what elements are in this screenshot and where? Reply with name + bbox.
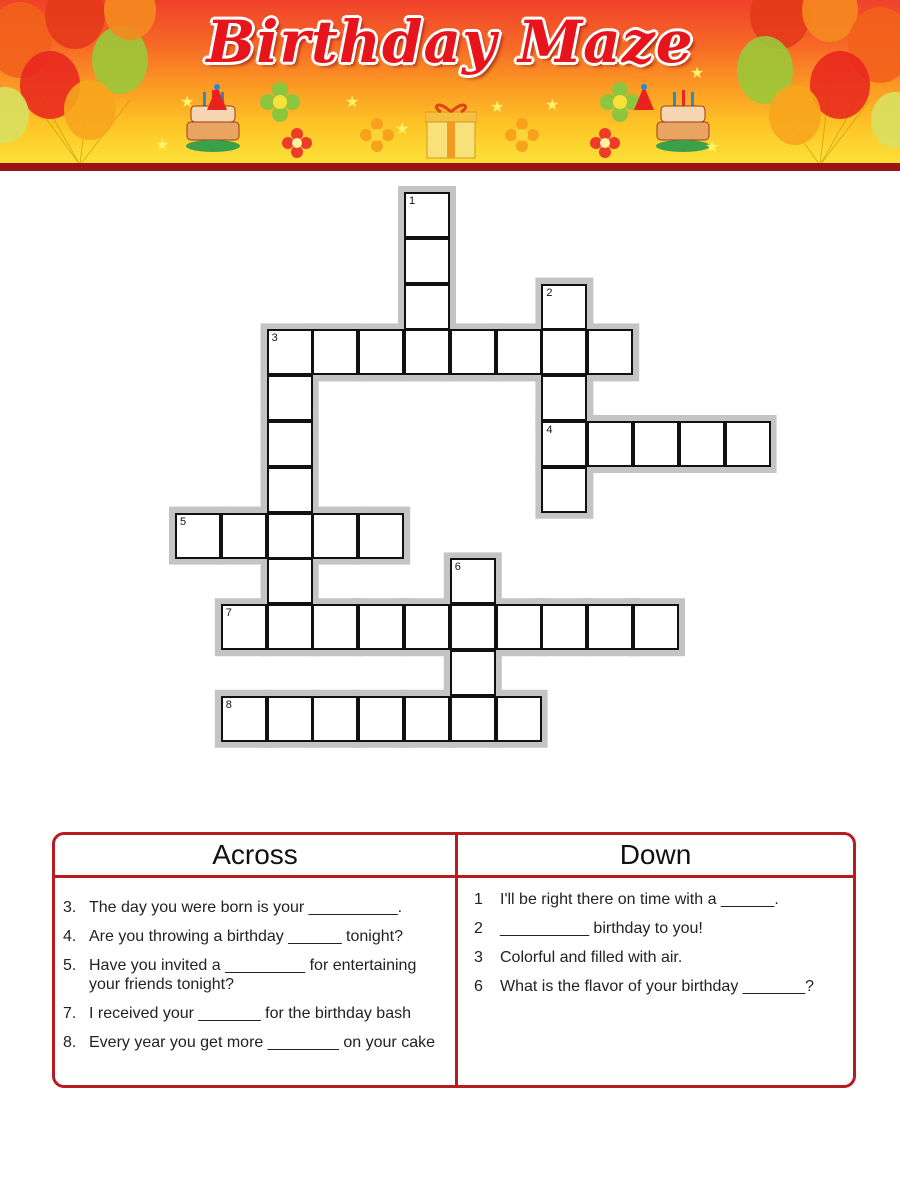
- across-column: [55, 835, 455, 1085]
- clue-item-number: 5.: [63, 957, 77, 974]
- crossword-cell[interactable]: [404, 192, 450, 238]
- crossword-cell[interactable]: [450, 604, 496, 650]
- star-icon: ★: [180, 94, 195, 111]
- clue-item-text: The day you were born is your __________.: [89, 899, 403, 916]
- star-icon: ★: [395, 121, 410, 138]
- crossword-cell[interactable]: [404, 284, 450, 330]
- clue-item-text: Colorful and filled with air.: [500, 949, 683, 966]
- crossword-cell[interactable]: [312, 696, 358, 742]
- clue-item-text: Are you throwing a birthday ______ tonight?: [89, 928, 403, 945]
- crossword-cell[interactable]: [358, 513, 404, 559]
- crossword-cell[interactable]: [221, 696, 267, 742]
- across-clue-list: [55, 878, 455, 1052]
- crossword-cell[interactable]: [541, 329, 587, 375]
- crossword-cell[interactable]: [541, 421, 587, 467]
- clue-item-number: 3.: [63, 899, 77, 916]
- cake-icon: [655, 88, 711, 154]
- crossword-cell[interactable]: [312, 329, 358, 375]
- gift-icon: [425, 100, 477, 160]
- crossword-cell[interactable]: [267, 696, 313, 742]
- clue-number: 2: [546, 286, 553, 299]
- clue-number: 6: [454, 561, 461, 574]
- crossword-cell[interactable]: [587, 421, 633, 467]
- crossword-cell[interactable]: [267, 558, 313, 604]
- clue-item-number: 2: [474, 920, 483, 937]
- crossword-cell[interactable]: [633, 421, 679, 467]
- star-icon: ★: [705, 139, 720, 156]
- crossword-cell[interactable]: [633, 604, 679, 650]
- crossword-cell[interactable]: [267, 375, 313, 421]
- crossword-cell[interactable]: [404, 238, 450, 284]
- crossword-cell[interactable]: [541, 467, 587, 513]
- down-column: [455, 835, 853, 1085]
- flower-icon: [260, 82, 300, 122]
- across-heading: Across: [55, 835, 455, 878]
- star-icon: ★: [155, 137, 170, 154]
- clue-item-text: Have you invited a _________ for entertaining your friends tonight?: [89, 957, 417, 993]
- flower-icon: [282, 128, 312, 158]
- clue-item-number: 7.: [63, 1005, 77, 1022]
- crossword-cell[interactable]: [267, 329, 313, 375]
- clue-item-text: I received your _______ for the birthday bash: [89, 1005, 411, 1022]
- down-clue-list: [458, 878, 853, 996]
- crossword-cell[interactable]: [404, 329, 450, 375]
- down-heading: Down: [458, 835, 853, 878]
- crossword-cell[interactable]: [679, 421, 725, 467]
- clue-item: [63, 1033, 445, 1052]
- page-title: Birthday Maze: [206, 8, 694, 76]
- crossword-cell[interactable]: [358, 329, 404, 375]
- clue-item-number: 1: [474, 891, 483, 908]
- clue-item-text: __________ birthday to you!: [500, 920, 703, 937]
- star-icon: ★: [345, 94, 360, 111]
- star-icon: ★: [690, 65, 705, 82]
- crossword-cell[interactable]: [267, 604, 313, 650]
- crossword-cell[interactable]: [267, 467, 313, 513]
- crossword-cell[interactable]: [267, 421, 313, 467]
- clue-item: [63, 898, 445, 917]
- clue-item-text: What is the flavor of your birthday _______?: [500, 978, 814, 995]
- clue-item: [63, 956, 445, 994]
- crossword-cell[interactable]: [267, 513, 313, 559]
- clue-item-number: 3: [474, 949, 483, 966]
- header-banner: [0, 0, 900, 166]
- clue-number: 1: [409, 195, 416, 207]
- crossword-grid: [0, 170, 900, 770]
- crossword-cell[interactable]: [541, 604, 587, 650]
- clue-item: [474, 919, 843, 938]
- crossword-cell[interactable]: [587, 604, 633, 650]
- crossword-cell[interactable]: [587, 329, 633, 375]
- crossword-cell[interactable]: [725, 421, 771, 467]
- crossword-cell[interactable]: [450, 696, 496, 742]
- crossword-cell[interactable]: [221, 513, 267, 559]
- clue-number: 8: [225, 698, 232, 711]
- clue-table: [52, 832, 856, 1088]
- clue-item: [63, 927, 445, 946]
- clue-item-number: 8.: [63, 1034, 77, 1051]
- clue-number: 3: [271, 332, 278, 345]
- crossword-cell[interactable]: [175, 513, 221, 559]
- crossword-cell[interactable]: [404, 604, 450, 650]
- clue-item: [474, 977, 843, 996]
- crossword-cell[interactable]: [312, 513, 358, 559]
- crossword-cell[interactable]: [404, 696, 450, 742]
- flower-icon: [360, 118, 394, 152]
- crossword-cell[interactable]: [450, 558, 496, 604]
- flower-icon: [590, 128, 620, 158]
- clue-item-text: I'll be right there on time with a ______.: [500, 891, 779, 908]
- crossword-cell[interactable]: [496, 696, 542, 742]
- clue-item: [63, 1004, 445, 1023]
- party-hat-icon: [205, 84, 229, 112]
- star-icon: ★: [490, 99, 505, 116]
- crossword-cell[interactable]: [450, 650, 496, 696]
- party-hat-icon: [632, 84, 656, 112]
- clue-item-number: 4.: [63, 928, 77, 945]
- clue-number: 5: [180, 515, 187, 528]
- crossword-cell[interactable]: [496, 604, 542, 650]
- crossword-cell[interactable]: [312, 604, 358, 650]
- crossword-cell[interactable]: [358, 696, 404, 742]
- clue-item: [474, 948, 843, 967]
- star-icon: ★: [545, 97, 560, 114]
- clue-number: 7: [225, 607, 232, 620]
- clue-item-text: Every year you get more ________ on your cake: [89, 1034, 435, 1051]
- crossword-cell[interactable]: [541, 284, 587, 330]
- crossword-cell[interactable]: [450, 329, 496, 375]
- clue-item: [474, 890, 843, 909]
- crossword-cell[interactable]: [541, 375, 587, 421]
- crossword-cell[interactable]: [496, 329, 542, 375]
- crossword-cell[interactable]: [221, 604, 267, 650]
- clue-item-number: 6: [474, 978, 483, 995]
- crossword-cell[interactable]: [358, 604, 404, 650]
- flower-icon: [505, 118, 539, 152]
- clue-number: 4: [546, 424, 553, 436]
